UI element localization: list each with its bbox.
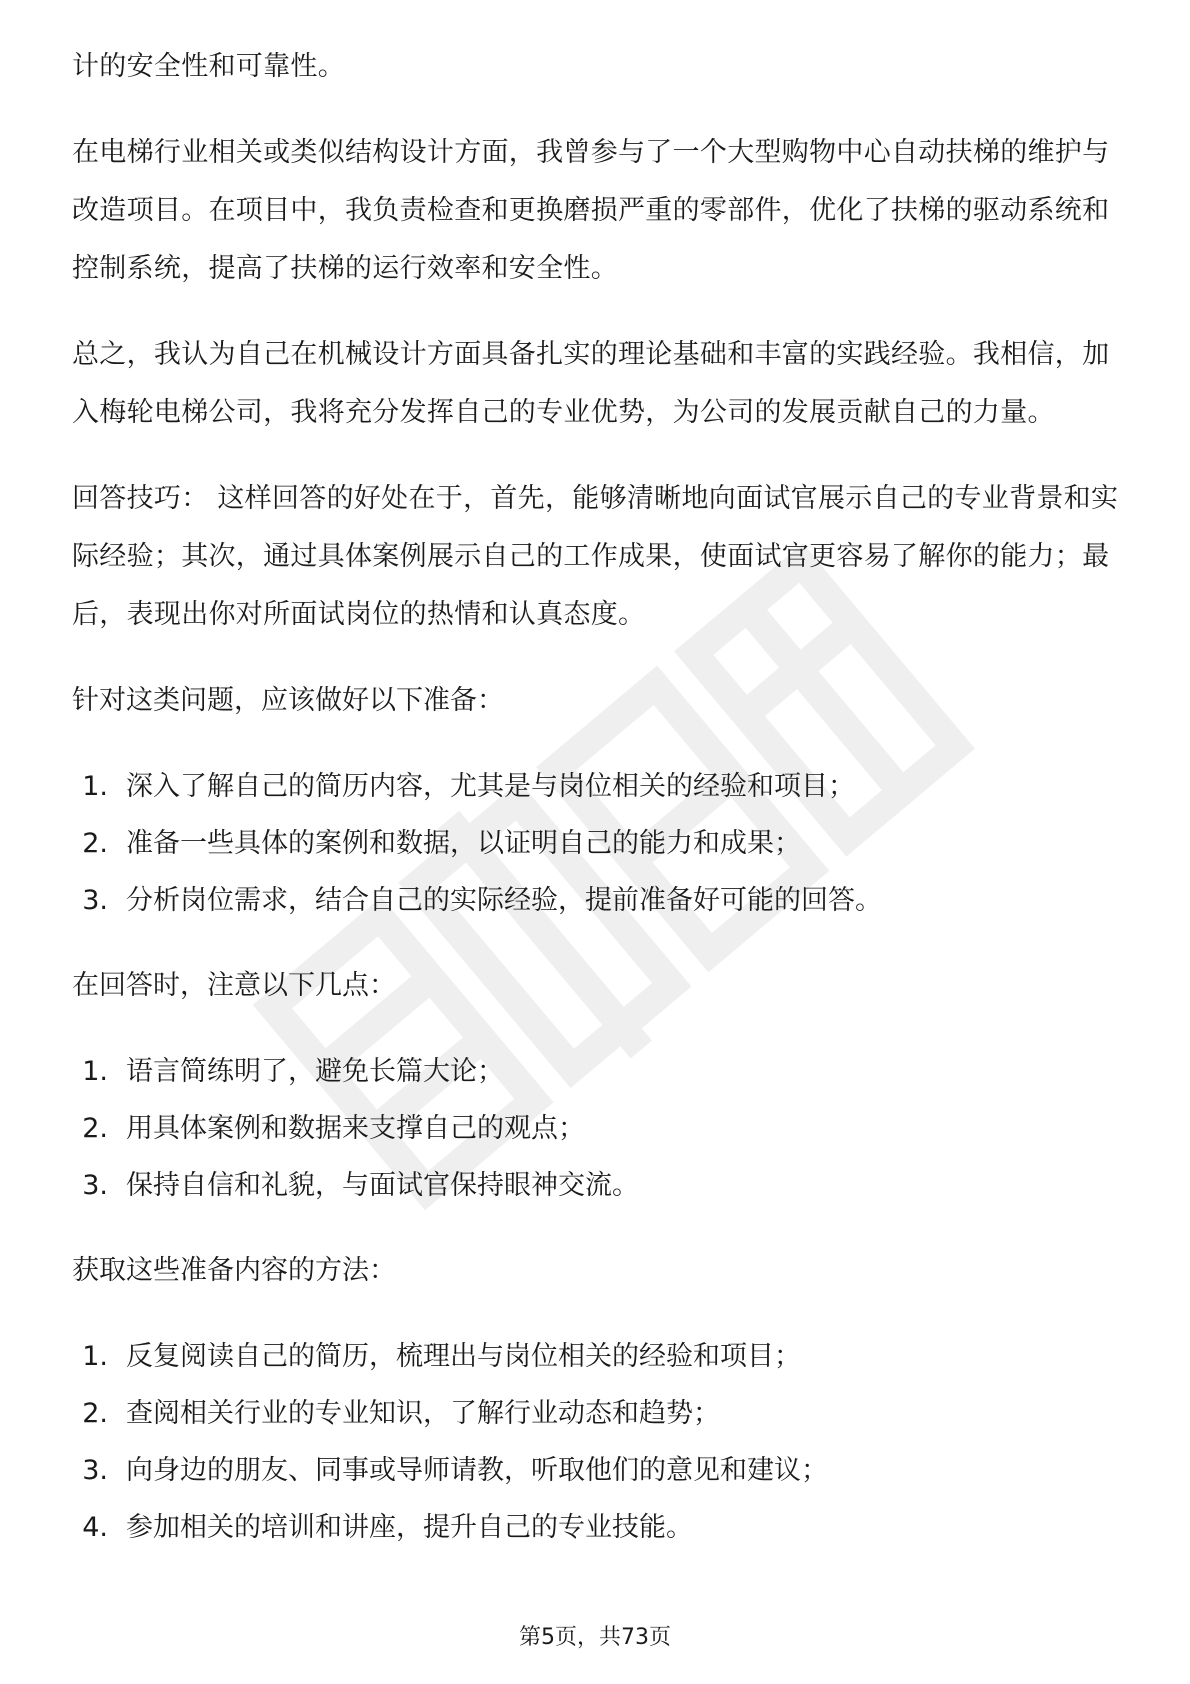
list-item bbox=[72, 758, 1122, 815]
list-number: 2. bbox=[82, 828, 108, 859]
list-item bbox=[72, 1328, 1122, 1385]
list-number: 3. bbox=[82, 885, 108, 916]
section-heading-attention: 在回答时，注意以下几点： bbox=[72, 970, 396, 1001]
list-item bbox=[72, 1157, 1122, 1214]
list-number: 1. bbox=[82, 1056, 108, 1087]
list-item-text: 分析岗位需求，结合自己的实际经验，提前准备好可能的回答。 bbox=[126, 885, 882, 916]
preparation-list bbox=[72, 758, 1122, 929]
list-number: 3. bbox=[82, 1170, 108, 1201]
list-item bbox=[72, 815, 1122, 872]
list-item bbox=[72, 1499, 1122, 1556]
list-item bbox=[72, 872, 1122, 929]
paragraph: 总之，我认为自己在机械设计方面具备扎实的理论基础和丰富的实践经验。我相信，加入梅轮电梯公司，我将充分发挥自己的专业优势，为公司的发展贡献自己的力量。 bbox=[72, 339, 1110, 428]
methods-list bbox=[72, 1328, 1122, 1556]
list-item-text: 向身边的朋友、同事或导师请教，听取他们的意见和建议； bbox=[126, 1455, 828, 1486]
section-heading-preparation: 针对这类问题，应该做好以下准备： bbox=[72, 685, 504, 716]
list-item-text: 保持自信和礼貌，与面试官保持眼神交流。 bbox=[126, 1170, 639, 1201]
list-item bbox=[72, 1385, 1122, 1442]
list-number: 1. bbox=[82, 771, 108, 802]
list-item bbox=[72, 1043, 1122, 1100]
list-number: 2. bbox=[82, 1398, 108, 1429]
list-number: 4. bbox=[82, 1512, 108, 1543]
list-number: 3. bbox=[82, 1455, 108, 1486]
attention-list bbox=[72, 1043, 1122, 1214]
list-item bbox=[72, 1442, 1122, 1499]
list-item-text: 深入了解自己的简历内容，尤其是与岗位相关的经验和项目； bbox=[126, 771, 855, 802]
list-number: 1. bbox=[82, 1341, 108, 1372]
paragraph: 在电梯行业相关或类似结构设计方面，我曾参与了一个大型购物中心自动扶梯的维护与改造项目。在项目中，我负责检查和更换磨损严重的零部件，优化了扶梯的驱动系统和控制系统，提高了扶梯的运行效率和安全性。 bbox=[72, 137, 1110, 284]
list-item-text: 反复阅读自己的简历，梳理出与岗位相关的经验和项目； bbox=[126, 1341, 801, 1372]
list-item-text: 查阅相关行业的专业知识，了解行业动态和趋势； bbox=[126, 1398, 720, 1429]
list-item-text: 用具体案例和数据来支撑自己的观点； bbox=[126, 1113, 585, 1144]
answer-tips-paragraph: 回答技巧： 这样回答的好处在于，首先，能够清晰地向面试官展示自己的专业背景和实际经验；其次，通过具体案例展示自己的工作成果，使面试官更容易了解你的能力；最后，表现出你对所面试岗位的热情和认真态度。 bbox=[72, 483, 1119, 630]
list-item-text: 参加相关的培训和讲座，提升自己的专业技能。 bbox=[126, 1512, 693, 1543]
section-heading-methods: 获取这些准备内容的方法： bbox=[72, 1255, 396, 1286]
list-number: 2. bbox=[82, 1113, 108, 1144]
list-item-text: 语言简练明了，避免长篇大论； bbox=[126, 1056, 504, 1087]
list-item-text: 准备一些具体的案例和数据，以证明自己的能力和成果； bbox=[126, 828, 801, 859]
document-body bbox=[72, 38, 1122, 1584]
paragraph: 计的安全性和可靠性。 bbox=[72, 51, 345, 82]
page-number: 第5页，共73页 bbox=[519, 1625, 671, 1650]
list-item bbox=[72, 1100, 1122, 1157]
